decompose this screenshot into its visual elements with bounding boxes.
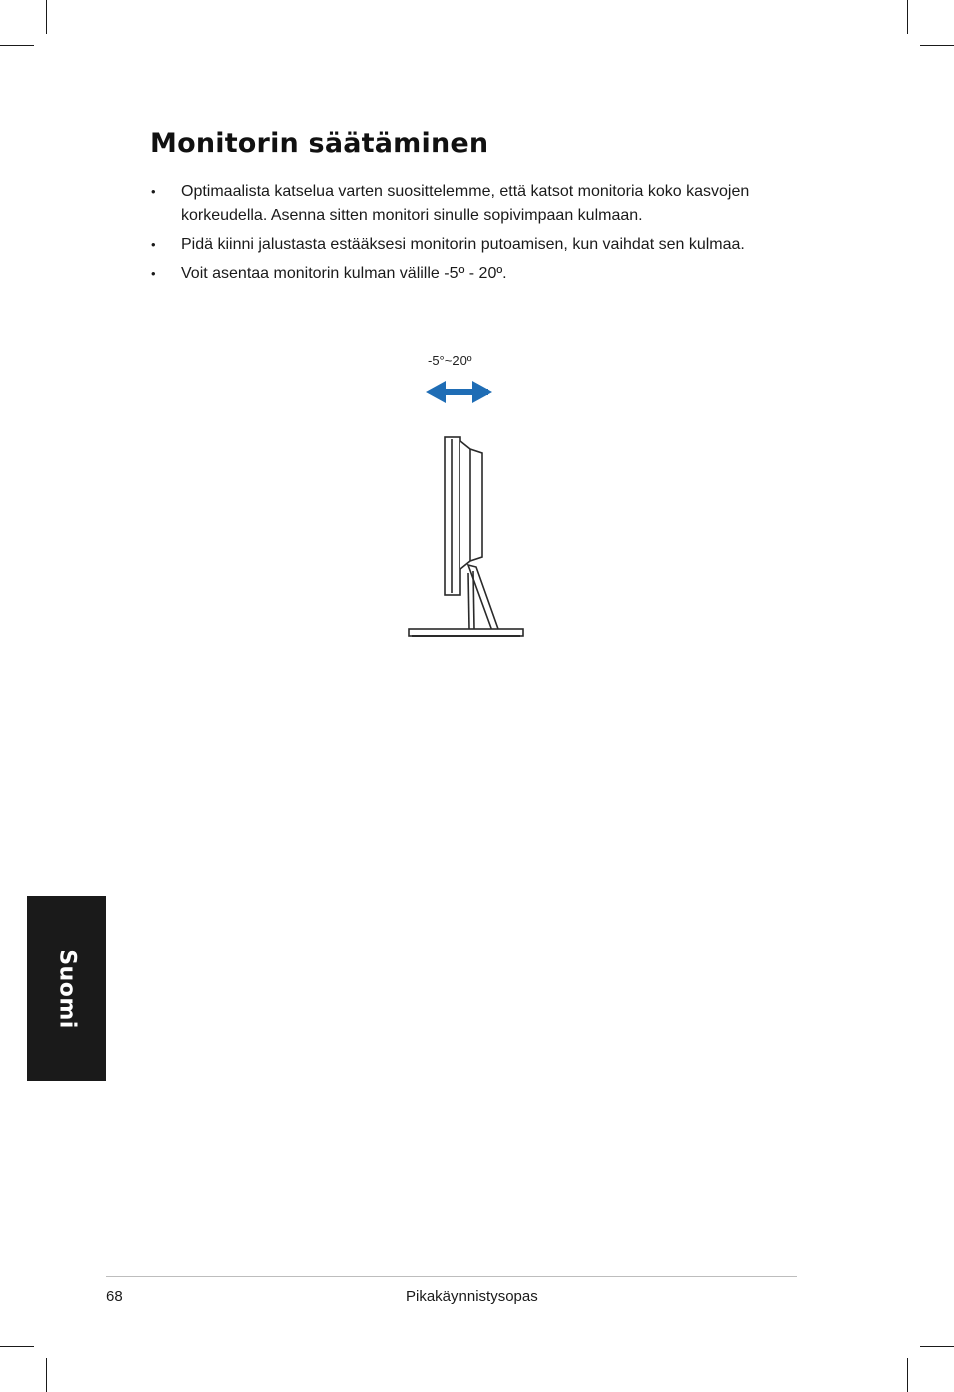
list-item: [148, 262, 788, 286]
language-tab-label: Suomi: [54, 948, 79, 1029]
list-item-text: Voit asentaa monitorin kulman välille -5º - 20º.: [181, 265, 507, 282]
monitor-stand: [409, 565, 523, 636]
footer-title: Pikakäynnistysopas: [406, 1288, 538, 1305]
crop-mark: [0, 45, 34, 46]
crop-mark: [46, 1358, 47, 1392]
list-item: [148, 180, 788, 228]
tilt-angle-label: -5°~20º: [428, 353, 472, 368]
bullet-list: [148, 180, 788, 291]
crop-mark: [920, 45, 954, 46]
crop-mark: [0, 1346, 34, 1347]
list-item-text: Pidä kiinni jalustasta estääksesi monitorin putoamisen, kun vaihdat sen kulmaa.: [181, 236, 745, 253]
list-item: [148, 233, 788, 257]
monitor-side-view-icon: [372, 345, 582, 665]
list-item-text: Optimaalista katselua varten suosittelemme, että katsot monitoria koko kasvojen korkeudella. Asenna sitten monitori sinulle sopivimpaan kulmaan.: [181, 183, 750, 224]
crop-mark: [907, 0, 908, 34]
bullet-marker: •: [151, 237, 156, 252]
crop-mark: [46, 0, 47, 34]
footer-divider: [106, 1276, 797, 1277]
monitor-tilt-figure: [372, 345, 582, 665]
bullet-marker: •: [151, 266, 156, 281]
bullet-marker: •: [151, 184, 156, 199]
crop-mark: [920, 1346, 954, 1347]
page-number: 68: [106, 1288, 123, 1305]
double-arrow-icon: [426, 381, 492, 403]
page-title: Monitorin säätäminen: [150, 128, 489, 159]
crop-mark: [907, 1358, 908, 1392]
language-tab: [27, 896, 106, 1081]
